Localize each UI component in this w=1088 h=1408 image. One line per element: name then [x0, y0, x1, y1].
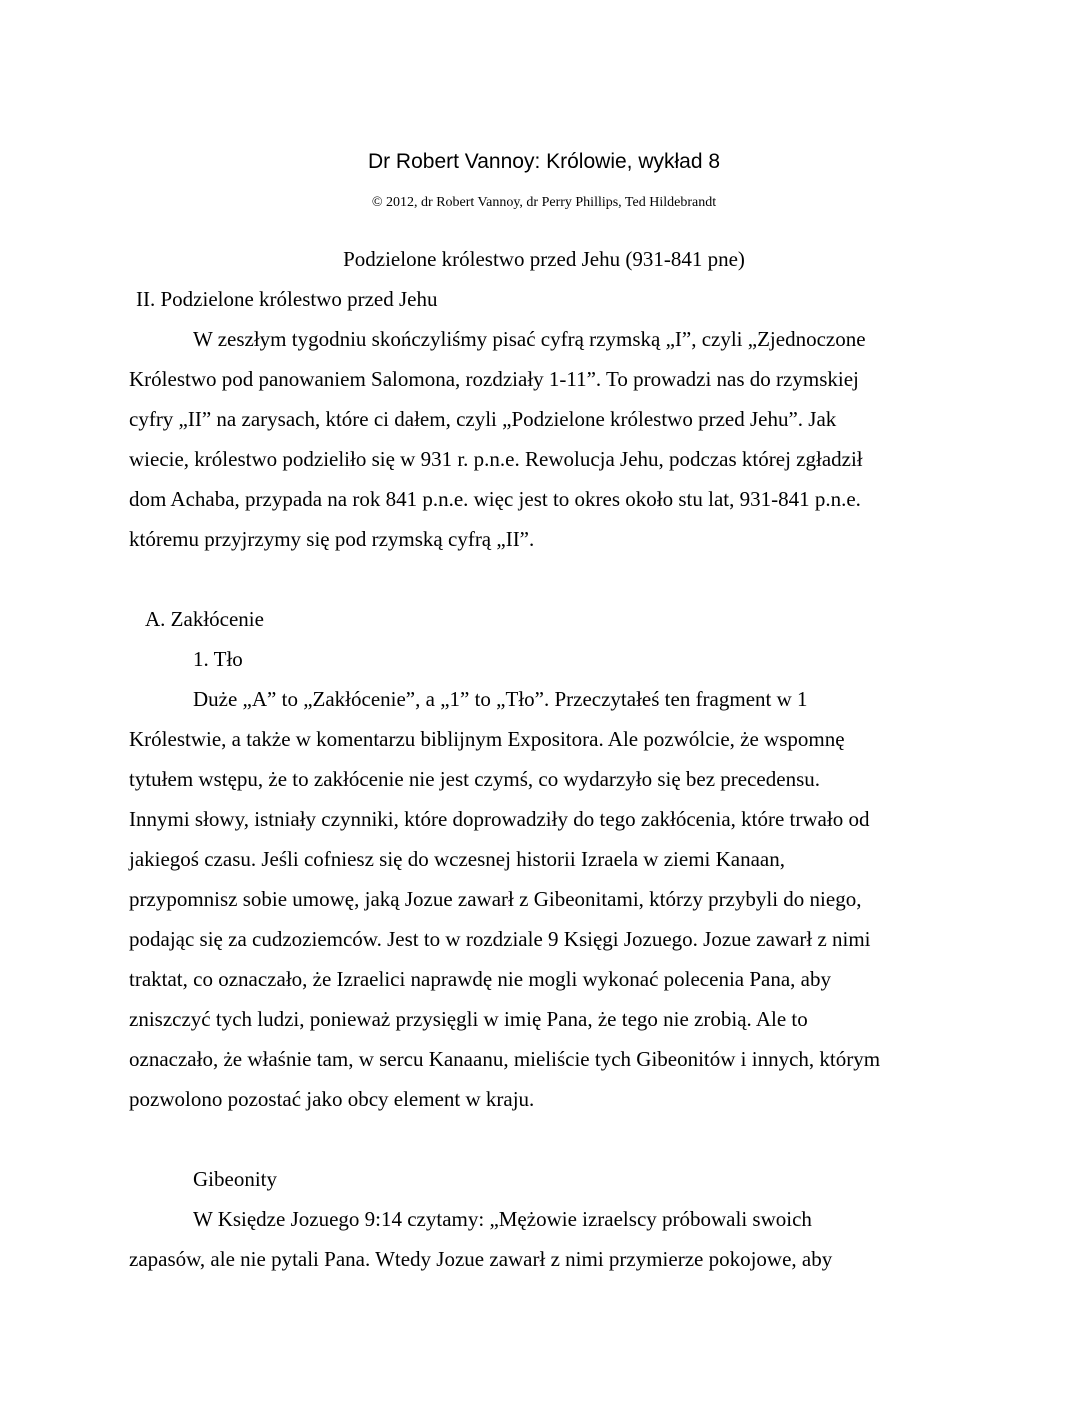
subsection-heading: A. Zakłócenie: [145, 607, 264, 631]
paragraph-line: tytułem wstępu, że to zakłócenie nie jest czymś, co wydarzyło się bez precedensu.: [129, 767, 820, 791]
paragraph-line: podając się za cudzoziemców. Jest to w rozdziale 9 Księgi Jozuego. Jozue zawarł z nimi: [129, 927, 871, 951]
copyright-notice: © 2012, dr Robert Vannoy, dr Perry Phillips, Ted Hildebrandt: [371, 195, 717, 210]
paragraph-line: jakiegoś czasu. Jeśli cofniesz się do wczesnej historii Izraela w ziemi Kanaan,: [129, 847, 785, 871]
paragraph-line: Duże „A” to „Zakłócenie”, a „1” to „Tło”. Przeczytałeś ten fragment w 1: [193, 687, 808, 711]
paragraph-line: zniszczyć tych ludzi, ponieważ przysięgli w imię Pana, że tego nie zrobią. Ale to: [129, 1007, 808, 1031]
paragraph-line: któremu przyjrzymy się pod rzymską cyfrą „II”.: [129, 527, 535, 551]
item-heading: 1. Tło: [193, 647, 243, 671]
document-subtitle: Podzielone królestwo przed Jehu (931-841 pne): [343, 247, 745, 271]
paragraph-line: traktat, co oznaczało, że Izraelici naprawdę nie mogli wykonać polecenia Pana, aby: [129, 967, 831, 991]
paragraph-line: Innymi słowy, istniały czynniki, które doprowadziły do tego zakłócenia, które trwało od: [129, 807, 870, 831]
paragraph-line: oznaczało, że właśnie tam, w sercu Kanaanu, mieliście tych Gibeonitów i innych, którym: [129, 1047, 881, 1071]
paragraph-line: przypomnisz sobie umowę, jaką Jozue zawarł z Gibeonitami, którzy przybyli do niego,: [129, 887, 862, 911]
section-heading: II. Podzielone królestwo przed Jehu: [136, 287, 438, 311]
document-title: Dr Robert Vannoy: Królowie, wykład 8: [367, 150, 721, 173]
paragraph-line: pozwolono pozostać jako obcy element w kraju.: [129, 1087, 535, 1111]
paragraph-line: cyfry „II” na zarysach, które ci dałem, czyli „Podzielone królestwo przed Jehu”. Jak: [129, 407, 837, 431]
paragraph-line: dom Achaba, przypada na rok 841 p.n.e. więc jest to okres około stu lat, 931-841 p.n.e.: [129, 487, 861, 511]
paragraph-line: W zeszłym tygodniu skończyliśmy pisać cyfrą rzymską „I”, czyli „Zjednoczone: [193, 327, 866, 351]
paragraph-line: zapasów, ale nie pytali Pana. Wtedy Jozue zawarł z nimi przymierze pokojowe, aby: [129, 1247, 833, 1271]
paragraph-line: wiecie, królestwo podzieliło się w 931 r. p.n.e. Rewolucja Jehu, podczas której zgładził: [129, 447, 863, 471]
paragraph-line: W Księdze Jozuego 9:14 czytamy: „Mężowie izraelscy próbowali swoich: [193, 1207, 812, 1231]
paragraph-line: Królestwie, a także w komentarzu biblijnym Expositora. Ale pozwólcie, że wspomnę: [129, 727, 845, 751]
paragraph-line: Królestwo pod panowaniem Salomona, rozdziały 1-11”. To prowadzi nas do rzymskiej: [129, 367, 859, 391]
gibeonites-heading: Gibeonity: [193, 1167, 277, 1191]
